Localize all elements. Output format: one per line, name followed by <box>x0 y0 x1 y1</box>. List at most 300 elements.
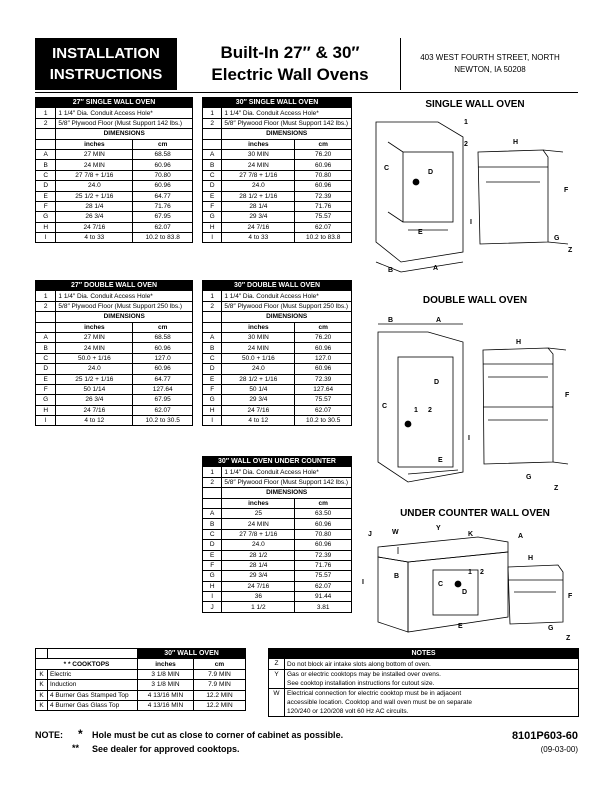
dim-label-z: Z <box>566 635 571 642</box>
single-oven-diagram <box>368 112 578 282</box>
note-number: 1 <box>203 291 222 301</box>
dim-label-a: A <box>518 533 524 540</box>
dimension-cm: 60.96 <box>295 181 352 191</box>
table-title: 30″ DOUBLE WALL OVEN <box>203 281 352 291</box>
table-row <box>203 550 352 560</box>
double-cabinet-outline <box>378 332 463 482</box>
dimension-cm: 60.96 <box>133 343 193 353</box>
dimension-cm: 60.96 <box>295 364 352 374</box>
dim-label-e: E <box>418 229 423 236</box>
cm-header: cm <box>295 498 352 508</box>
double-cutout <box>398 357 453 467</box>
dimension-cm: 75.57 <box>295 571 352 581</box>
table-row <box>203 374 352 384</box>
table-row <box>203 602 352 612</box>
dimension-cm: 62.07 <box>295 581 352 591</box>
dim-label-h: H <box>513 139 519 146</box>
table-row <box>203 118 352 128</box>
badge-line1: INSTALLATION <box>52 45 160 62</box>
dimension-cm: 127.0 <box>295 353 352 363</box>
table-cell <box>203 129 222 139</box>
dimension-cm: 72.39 <box>295 374 352 384</box>
table-notes-container <box>268 648 579 717</box>
table-cell <box>36 649 48 659</box>
dimension-cm: 60.96 <box>295 160 352 170</box>
dimensions-header: DIMENSIONS <box>222 129 352 139</box>
dimension-inches: 24 MIN <box>56 343 133 353</box>
dim-label-b: B <box>394 573 400 580</box>
dimension-cm: 64.77 <box>133 374 193 384</box>
cm-header: cm <box>133 322 193 332</box>
cooktop-cm: 7.9 MIN <box>194 669 246 679</box>
dim-label-d: D <box>462 589 468 596</box>
double-oven-body <box>483 348 553 464</box>
table-title: 27″ SINGLE WALL OVEN <box>36 98 193 108</box>
dimension-cm: 67.95 <box>133 212 193 222</box>
note-text: 5/8″ Plywood Floor (Must Support 250 lbs.) <box>222 301 352 311</box>
cooktop-name: Electric <box>48 669 138 679</box>
dimension-cm: 71.76 <box>295 560 352 570</box>
dimension-inches: 25 1/2 + 1/16 <box>56 374 133 384</box>
table-cell <box>203 139 222 149</box>
dimension-key: J <box>203 602 222 612</box>
dimension-inches: 4 to 12 <box>222 416 295 426</box>
dimension-cm: 68.58 <box>133 149 193 159</box>
dimensions-header: DIMENSIONS <box>56 312 193 322</box>
table-cell <box>36 139 56 149</box>
dimension-cm: 62.07 <box>295 405 352 415</box>
title-line2: Electric Wall Ovens <box>211 65 369 84</box>
part-number: 8101P603-60 <box>511 730 578 742</box>
dimension-inches: 28 1/4 <box>56 201 133 211</box>
note-text: 5/8″ Plywood Floor (Must Support 250 lbs.) <box>56 301 193 311</box>
cooktop-name: 4 Burner Gas Glass Top <box>48 700 138 710</box>
dim-label-i: I <box>468 435 470 442</box>
table-row <box>36 364 193 374</box>
dimension-inches: 24 MIN <box>222 160 295 170</box>
dimension-key: C <box>36 353 56 363</box>
table-row <box>203 592 352 602</box>
dimension-key: F <box>203 201 222 211</box>
footer-star2: ** <box>72 743 80 753</box>
under-cabinet-left <box>378 557 408 632</box>
dimension-key: E <box>36 191 56 201</box>
cooktop-cm: 12.2 MIN <box>194 700 246 710</box>
dim-label-z: Z <box>568 247 573 254</box>
dimension-cm: 127.64 <box>133 384 193 394</box>
cm-header: cm <box>194 659 246 669</box>
inches-header: inches <box>222 498 295 508</box>
note-line: Do not block air intake slots along bottom of oven. <box>287 660 431 668</box>
cooktop-inches: 3 1/8 MIN <box>138 680 194 690</box>
callout-2: 2 <box>428 407 432 414</box>
dimension-key: D <box>36 181 56 191</box>
note-text: 1 1/4″ Dia. Conduit Access Hole* <box>56 291 193 301</box>
note-text: 5/8″ Plywood Floor (Must Support 142 lbs.) <box>222 118 352 128</box>
dim-label-a: A <box>436 317 442 324</box>
table-row <box>203 467 352 477</box>
table-title: 30″ SINGLE WALL OVEN <box>203 98 352 108</box>
dimension-cm: 64.77 <box>133 191 193 201</box>
table-row <box>203 529 352 539</box>
note-text: 1 1/4″ Dia. Conduit Access Hole* <box>222 108 352 118</box>
note-number: 2 <box>36 301 56 311</box>
inches-header: inches <box>56 322 133 332</box>
dimension-cm: 62.07 <box>295 222 352 232</box>
note-text: 5/8″ Plywood Floor (Must Support 142 lbs.) <box>56 118 193 128</box>
table-row <box>36 118 193 128</box>
note-number: 1 <box>36 108 56 118</box>
table-single30-container <box>202 97 352 243</box>
under-oven-body <box>508 565 563 624</box>
table-row <box>36 222 193 232</box>
dimension-key: B <box>203 160 222 170</box>
document-title <box>180 38 400 90</box>
table-title: 30″ WALL OVEN <box>138 649 246 659</box>
dimension-cm: 76.20 <box>295 149 352 159</box>
table-row <box>203 416 352 426</box>
under-cabinet-front <box>408 552 508 632</box>
dim-label-e: E <box>438 457 443 464</box>
note-text: 1 1/4″ Dia. Conduit Access Hole* <box>222 467 352 477</box>
dim-label-w: W <box>392 529 399 536</box>
dimension-cm: 127.0 <box>133 353 193 363</box>
dimension-key: H <box>203 222 222 232</box>
inches-header: inches <box>222 322 295 332</box>
note-line: 120/240 or 120/208 volt 60 Hz AC circuits. <box>287 707 409 715</box>
dimension-inches: 24 MIN <box>222 519 295 529</box>
title-line1: Built-In 27″ & 30″ <box>220 43 360 62</box>
dim-label-c: C <box>438 581 444 588</box>
dimension-inches: 27 7/8 + 1/16 <box>56 170 133 180</box>
table-cell <box>203 322 222 332</box>
dimension-inches: 27 7/8 + 1/16 <box>222 170 295 180</box>
dim-label-z: Z <box>554 485 559 492</box>
table-row <box>36 405 193 415</box>
dimension-key: E <box>203 191 222 201</box>
dimension-key: H <box>203 581 222 591</box>
inches-header: inches <box>138 659 194 669</box>
table-cell <box>36 322 56 332</box>
table-row <box>203 581 352 591</box>
table-cooktops-container <box>35 648 246 711</box>
callout-1: 1 <box>414 407 418 414</box>
table-row <box>269 669 579 688</box>
table-single30 <box>202 97 352 243</box>
cooktop-cm: 12.2 MIN <box>194 690 246 700</box>
document-badge <box>35 38 177 90</box>
dimension-key: C <box>203 529 222 539</box>
dimension-key: C <box>203 353 222 363</box>
cooktop-key: K <box>36 680 48 690</box>
dimension-inches: 29 3/4 <box>222 395 295 405</box>
dimension-inches: 24 7/16 <box>56 222 133 232</box>
cooktop-inches: 4 13/16 MIN <box>138 690 194 700</box>
dimension-key: G <box>203 395 222 405</box>
single-cutout <box>403 152 453 222</box>
table-row <box>36 384 193 394</box>
callout-1: 1 <box>468 569 472 576</box>
dimension-inches: 25 <box>222 508 295 518</box>
table-row <box>203 212 352 222</box>
inches-header: inches <box>56 139 133 149</box>
dimension-key: D <box>203 364 222 374</box>
cooktop-name: Induction <box>48 680 138 690</box>
double-oven-diagram <box>368 312 578 497</box>
dimension-cm: 10.2 to 30.5 <box>295 416 352 426</box>
dimension-inches: 24 7/16 <box>222 581 295 591</box>
dimension-key: E <box>203 374 222 384</box>
cooktop-key: K <box>36 669 48 679</box>
dimension-cm: 62.07 <box>133 222 193 232</box>
address-line1: 403 WEST FOURTH STREET, NORTH <box>420 53 560 62</box>
table-double30 <box>202 280 352 426</box>
dim-label-c: C <box>384 165 390 172</box>
table-cooktops <box>35 648 246 711</box>
dimensions-header: DIMENSIONS <box>56 129 193 139</box>
dimension-key: G <box>36 212 56 222</box>
footer-note2: See dealer for approved cooktops. <box>92 744 240 754</box>
cm-header: cm <box>295 322 352 332</box>
dimension-inches: 24 7/16 <box>56 405 133 415</box>
dim-label-a: A <box>433 265 439 272</box>
dimension-inches: 24.0 <box>222 364 295 374</box>
revision-date: (09-03-00) <box>540 745 578 754</box>
dimension-inches: 4 to 33 <box>222 233 295 243</box>
dimension-inches: 26 3/4 <box>56 212 133 222</box>
dimension-cm: 60.96 <box>295 519 352 529</box>
dim-label-f: F <box>565 392 570 399</box>
dimension-cm: 60.96 <box>133 364 193 374</box>
note-text <box>285 688 579 716</box>
footer-star1: * <box>78 727 83 741</box>
dimension-key: H <box>36 222 56 232</box>
table-row <box>36 301 193 311</box>
table-row <box>36 700 246 710</box>
single-oven-body <box>478 150 548 244</box>
dimension-inches: 28 1/2 + 1/16 <box>222 191 295 201</box>
table-row <box>36 149 193 159</box>
dimension-inches: 50.0 + 1/16 <box>222 353 295 363</box>
note-number: 2 <box>36 118 56 128</box>
table-row <box>203 149 352 159</box>
dimension-inches: 24.0 <box>222 540 295 550</box>
table-row <box>203 222 352 232</box>
table-row <box>203 201 352 211</box>
under-cutout <box>433 570 478 615</box>
dim-label-c: C <box>382 403 388 410</box>
dimension-inches: 24.0 <box>56 364 133 374</box>
dimension-key: F <box>203 384 222 394</box>
dimension-inches: 28 1/4 <box>222 560 295 570</box>
dimension-inches: 28 1/4 <box>222 201 295 211</box>
dimension-cm: 62.07 <box>133 405 193 415</box>
table-row <box>36 233 193 243</box>
dimension-cm: 76.20 <box>295 332 352 342</box>
dimension-inches: 4 to 33 <box>56 233 133 243</box>
table-row <box>203 519 352 529</box>
dimension-key: C <box>203 170 222 180</box>
table-title: NOTES <box>269 649 579 659</box>
dimension-cm: 71.76 <box>295 201 352 211</box>
dimension-cm: 70.80 <box>295 529 352 539</box>
table-row <box>203 233 352 243</box>
table-double27 <box>35 280 193 426</box>
dimension-key: G <box>203 571 222 581</box>
table-row <box>36 160 193 170</box>
table-cell <box>203 498 222 508</box>
dim-label-h: H <box>516 339 522 346</box>
cooktop-inches: 3 1/8 MIN <box>138 669 194 679</box>
note-number: 1 <box>36 291 56 301</box>
table-row <box>203 560 352 570</box>
table-row <box>36 690 246 700</box>
dimensions-header: DIMENSIONS <box>222 312 352 322</box>
table-row <box>203 170 352 180</box>
cooktops-header: * * COOKTOPS <box>36 659 138 669</box>
diagram-double-title: DOUBLE WALL OVEN <box>422 295 528 306</box>
dimension-key: C <box>36 170 56 180</box>
table-row <box>203 364 352 374</box>
table-row <box>36 291 193 301</box>
footer-note1: Hole must be cut as close to corner of cabinet as possible. <box>92 730 344 740</box>
dimension-inches: 24 7/16 <box>222 222 295 232</box>
dimension-key: B <box>36 160 56 170</box>
dimension-inches: 25 1/2 + 1/16 <box>56 191 133 201</box>
dimension-inches: 27 MIN <box>56 149 133 159</box>
dimension-inches: 1 1/2 <box>222 602 295 612</box>
dimensions-header: DIMENSIONS <box>222 488 352 498</box>
table-row <box>269 659 579 669</box>
dimension-key: F <box>203 560 222 570</box>
note-text: 5/8″ Plywood Floor (Must Support 142 lbs.) <box>222 477 352 487</box>
dim-label-d: D <box>434 379 440 386</box>
dimension-key: I <box>36 233 56 243</box>
note-text: 1 1/4″ Dia. Conduit Access Hole* <box>222 291 352 301</box>
dimension-key: H <box>36 405 56 415</box>
table-row <box>36 201 193 211</box>
under-counter-diagram <box>358 522 578 647</box>
callout-2: 2 <box>464 141 468 148</box>
dimension-key: A <box>203 149 222 159</box>
company-address <box>400 38 579 90</box>
dimension-cm: 70.80 <box>133 170 193 180</box>
cooktop-cm: 7.9 MIN <box>194 680 246 690</box>
dimension-key: G <box>36 395 56 405</box>
dim-label-e: E <box>458 623 463 630</box>
note-number: 2 <box>203 118 222 128</box>
cooktop-inches: 4 13/16 MIN <box>138 700 194 710</box>
note-text <box>285 659 579 669</box>
dimension-key: A <box>36 149 56 159</box>
table-row <box>203 160 352 170</box>
dim-label-f: F <box>564 187 569 194</box>
dimension-inches: 26 3/4 <box>56 395 133 405</box>
dimension-inches: 27 7/8 + 1/16 <box>222 529 295 539</box>
table-row <box>36 191 193 201</box>
note-line: Gas or electric cooktops may be installed over ovens. <box>287 670 441 678</box>
dimension-key: D <box>203 181 222 191</box>
table-under30 <box>202 456 352 613</box>
dim-label-g: G <box>554 235 560 242</box>
dimension-cm: 75.57 <box>295 212 352 222</box>
table-row <box>36 395 193 405</box>
badge-line2: INSTRUCTIONS <box>49 66 163 83</box>
dimension-inches: 24.0 <box>222 181 295 191</box>
note-line: accessible location. Cooktop and wall oven must be on separate <box>287 698 472 706</box>
dimension-key: G <box>203 212 222 222</box>
dimension-key: F <box>36 201 56 211</box>
table-row <box>36 181 193 191</box>
dimension-cm: 10.2 to 83.8 <box>295 233 352 243</box>
dimension-inches: 24.0 <box>56 181 133 191</box>
dim-label-g: G <box>526 474 532 481</box>
dimension-key: A <box>36 332 56 342</box>
table-row <box>36 680 246 690</box>
table-row <box>36 416 193 426</box>
dimension-cm: 70.80 <box>295 170 352 180</box>
dimension-inches: 28 1/2 + 1/16 <box>222 374 295 384</box>
dimension-key: D <box>36 364 56 374</box>
dimension-inches: 28 1/2 <box>222 550 295 560</box>
dimension-cm: 60.96 <box>133 181 193 191</box>
dimension-inches: 24 MIN <box>222 343 295 353</box>
dimension-key: A <box>203 508 222 518</box>
table-cell <box>36 312 56 322</box>
dimension-cm: 60.96 <box>295 343 352 353</box>
dim-label-k: K <box>468 531 474 538</box>
dimension-inches: 24 MIN <box>56 160 133 170</box>
dimension-inches: 29 3/4 <box>222 571 295 581</box>
dimension-cm: 68.58 <box>133 332 193 342</box>
dim-label-i: I <box>470 219 472 226</box>
dimension-cm: 72.39 <box>295 550 352 560</box>
dimension-inches: 50 1/14 <box>56 384 133 394</box>
note-key: W <box>269 688 285 716</box>
dimension-inches: 4 to 12 <box>56 416 133 426</box>
table-notes <box>268 648 579 717</box>
dimension-key: H <box>203 405 222 415</box>
table-row <box>203 301 352 311</box>
dim-label-b: B <box>388 317 394 324</box>
table-title: 30″ WALL OVEN UNDER COUNTER <box>203 457 352 467</box>
table-row <box>36 343 193 353</box>
dimension-key: I <box>36 416 56 426</box>
table-double27-container <box>35 280 193 426</box>
table-row <box>203 191 352 201</box>
table-row <box>203 508 352 518</box>
note-number: 2 <box>203 477 222 487</box>
table-double30-container <box>202 280 352 426</box>
table-row <box>203 571 352 581</box>
address-line2: NEWTON, IA 50208 <box>454 65 526 74</box>
dim-label-b: B <box>388 267 394 274</box>
note-key: Z <box>269 659 285 669</box>
dimension-inches: 50.0 + 1/16 <box>56 353 133 363</box>
table-row <box>203 291 352 301</box>
table-row <box>203 332 352 342</box>
dimension-key: D <box>203 540 222 550</box>
table-row <box>203 405 352 415</box>
table-cell <box>203 488 222 498</box>
table-single27-container <box>35 97 193 243</box>
table-row <box>36 353 193 363</box>
dimension-key: E <box>36 374 56 384</box>
note-number: 1 <box>203 108 222 118</box>
note-text <box>285 669 579 688</box>
callout-2: 2 <box>480 569 484 576</box>
footer-note-label: NOTE: <box>35 730 63 740</box>
